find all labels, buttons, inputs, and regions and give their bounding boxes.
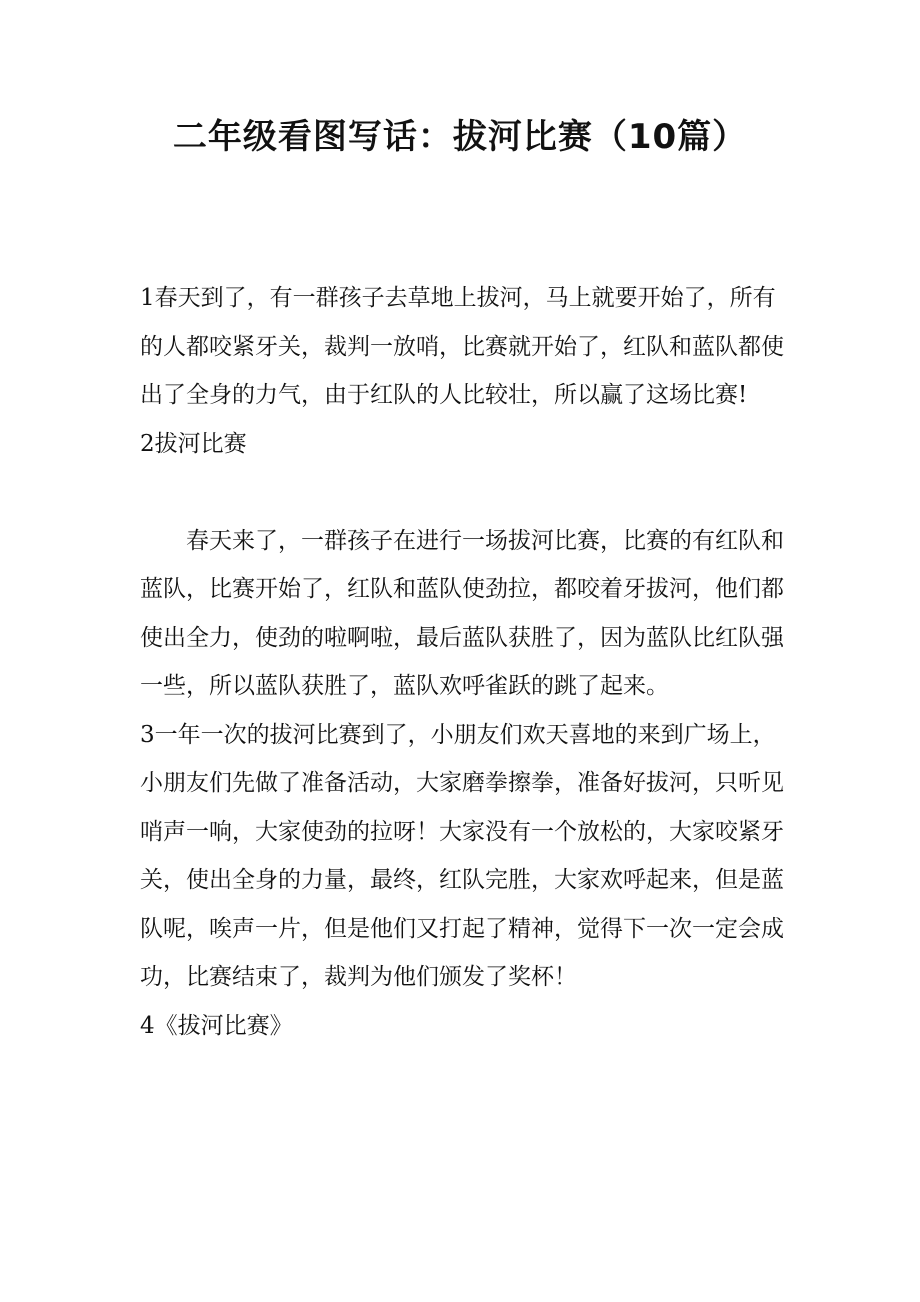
paragraph-2-heading: 2拔河比赛 [140, 430, 247, 457]
document-body [140, 274, 790, 1050]
paragraph-3: 3一年一次的拔河比赛到了，小朋友们欢天喜地的来到广场上，小朋友们先做了准备活动，大家磨拳擦拳，准备好拔河，只听见哨声一响，大家使劲的拉呀！大家没有一个放松的，大家咬紧牙关，使出全身的力量，最终，红队完胜，大家欢呼起来，但是蓝队呢，唉声一片，但是他们又打起了精神，觉得下一次一定会成功，比赛结束了，裁判为他们颁发了奖杯！ [140, 721, 784, 990]
page-title: 二年级看图写话：拔河比赛（10篇） [172, 117, 748, 157]
paragraph-2-body: 春天来了，一群孩子在进行一场拔河比赛，比赛的有红队和蓝队，比赛开始了，红队和蓝队使劲拉，都咬着牙拔河，他们都使出全力，使劲的啦啊啦，最后蓝队获胜了，因为蓝队比红队强一些，所以蓝队获胜了，蓝队欢呼雀跃的跳了起来。 [140, 527, 784, 699]
paragraph-4-heading: 4《拔河比赛》 [140, 1012, 293, 1039]
blank-line [140, 468, 790, 517]
paragraph-1: 1春天到了，有一群孩子去草地上拔河，马上就要开始了，所有的人都咬紧牙关，裁判一放哨，比赛就开始了，红队和蓝队都使出了全身的力气，由于红队的人比较壮，所以赢了这场比赛! [140, 285, 784, 408]
